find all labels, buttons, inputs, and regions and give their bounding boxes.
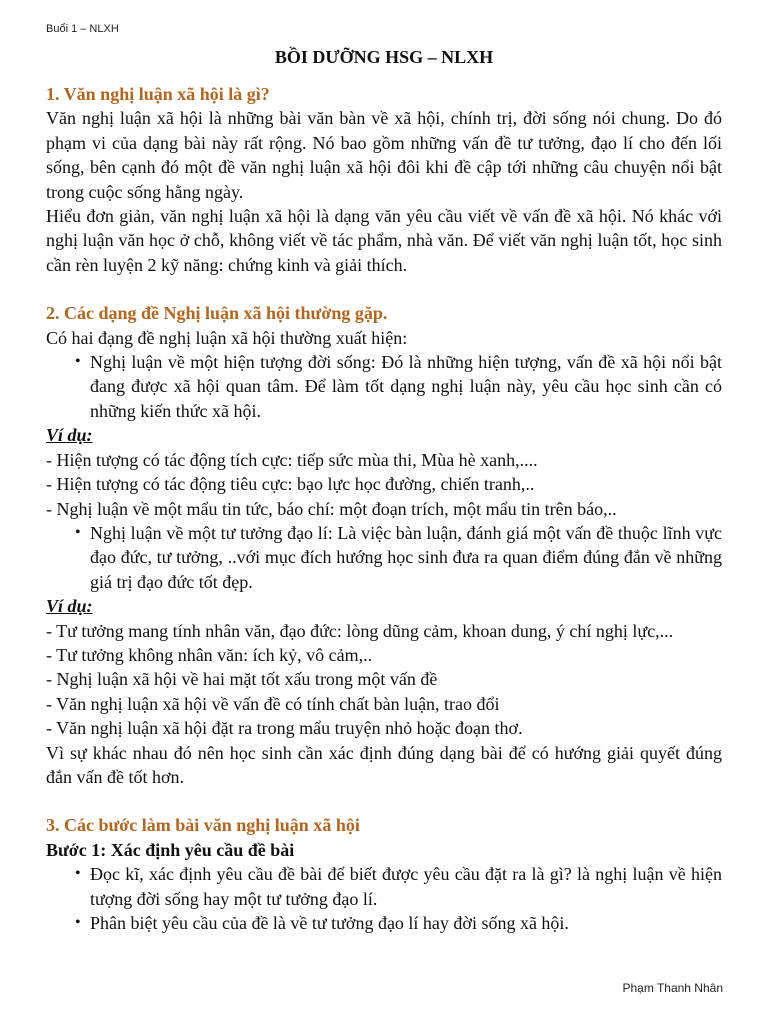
example-line: - Tư tưởng mang tính nhân văn, đạo đức: lòng dũng cảm, khoan dung, ý chí nghị lực,... (46, 620, 674, 641)
document-body (46, 82, 722, 935)
page-title: BỒI DƯỠNG HSG – NLXH (274, 47, 494, 67)
section-3-bullets (46, 862, 722, 935)
list-item: • Đọc kĩ, xác định yêu cầu đề bài để biết được yêu cầu đặt ra là gì? là nghị luận về hiện tượng đời sống hay một tư tưởng đạo lí. (46, 862, 722, 911)
section-1-paragraph-1: Văn nghị luận xã hội là những bài văn bàn về xã hội, chính trị, đời sống nói chung. Do đó phạm vi của dạng bài này rất rộng. Nó bao gồm những vấn đề tư tưởng, đạo lí cho đến lối sống, bên cạnh đó một đề văn nghị luận xã hội đôi khi đề cập tới những câu chuyện nổi bật trong cuộc sống hằng ngày. (46, 108, 722, 202)
bullet-social-phenomenon: • Nghị luận về một hiện tượng đời sống: Đó là những hiện tượng, vấn đề xã hội nổi bật đang được xã hội quan tâm. Để làm tốt dạng nghị luận này, yêu cầu học sinh cần có những kiến thức xã hội. (46, 350, 722, 423)
example-label-2: Ví dụ: (46, 596, 93, 617)
example-line: - Văn nghị luận xã hội đặt ra trong mẩu truyện nhỏ hoặc đoạn thơ. (46, 718, 523, 739)
list-item: • Phân biệt yêu cầu của đề là về tư tưởng đạo lí hay đời sống xã hội. (46, 911, 722, 935)
example-label-1: Ví dụ: (46, 425, 93, 446)
section-3-heading: 3. Các bước làm bài văn nghị luận xã hội (46, 815, 360, 836)
example-line: - Hiện tượng có tác động tiêu cực: bạo lực học đường, chiến tranh,.. (46, 474, 535, 495)
example-line: - Văn nghị luận xã hội về vấn đề có tính chất bàn luận, trao đổi (46, 693, 500, 714)
page-footer-author: Phạm Thanh Nhân (622, 981, 723, 995)
section-2-bullets-2 (46, 521, 722, 594)
example-line: - Hiện tượng có tác động tích cực: tiếp sức mùa thi, Mùa hè xanh,.... (46, 449, 538, 470)
example-line: - Nghị luận xã hội về hai mặt tốt xấu trong một vấn đề (46, 669, 438, 690)
section-1-paragraph-2: Hiểu đơn giản, văn nghị luận xã hội là dạng văn yêu cầu viết về vấn đề xã hội. Nó khác với nghị luận văn học ở chỗ, không viết về tác phẩm, nhà văn. Để viết văn nghị luận tốt, học sinh cần rèn luyện 2 kỹ năng: chứng kinh và giải thích. (46, 206, 722, 275)
section-1-heading: 1. Văn nghị luận xã hội là gì? (46, 84, 270, 104)
section-2-intro: Có hai đạng đề nghị luận xã hội thường xuất hiện: (46, 327, 408, 348)
step-1-heading: Bước 1: Xác định yêu cầu đề bài (46, 839, 295, 860)
section-2-conclusion: Vì sự khác nhau đó nên học sinh cần xác định đúng dạng bài để có hướng giải quyết đúng đắn vấn đề tốt hơn. (46, 742, 722, 787)
bullet-moral-thought: • Nghị luận về một tư tưởng đạo lí: Là việc bàn luận, đánh giá một vấn đề thuộc lĩnh vực đạo đức, tư tưởng, ..với mục đích hướng học sinh đưa ra quan điểm đúng đắn về những giá trị đạo đức tốt đẹp. (46, 521, 722, 594)
page-header: Buổi 1 – NLXH (46, 23, 119, 35)
section-2-heading: 2. Các dạng đề Nghị luận xã hội thường gặp. (46, 303, 388, 324)
example-line: - Nghị luận về một mẩu tin tức, báo chí: một đoạn trích, một mẩu tin trên báo,.. (46, 498, 617, 519)
section-2-bullets-1 (46, 350, 722, 423)
example-line: - Tư tưởng không nhân văn: ích kỷ, vô cảm,.. (46, 644, 373, 665)
